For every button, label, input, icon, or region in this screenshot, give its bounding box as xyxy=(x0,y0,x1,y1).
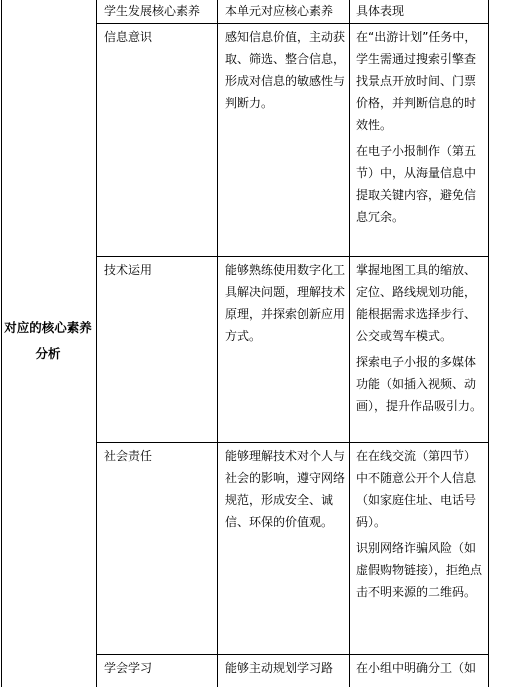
performance-paragraph: 在小组中明确分工（如 xyxy=(356,661,477,675)
performance-cell xyxy=(356,259,484,417)
literacy-name: 技术运用 xyxy=(104,263,153,277)
column-header-student-literacy: 学生发展核心素养 xyxy=(104,4,201,18)
column-divider-2 xyxy=(217,0,218,687)
literacy-name: 学会学习 xyxy=(104,661,153,675)
column-header-unit-literacy: 本单元对应核心素养 xyxy=(225,4,334,18)
literacy-name: 社会责任 xyxy=(104,449,153,463)
performance-paragraph: 在电子小报制作（第五节）中，从海量信息中提取关键内容，避免信息冗余。 xyxy=(356,144,477,224)
row-divider-2 xyxy=(96,442,489,443)
unit-literacy-text: 感知信息价值，主动获取、筛选、整合信息，形成对信息的敏感性与判断力。 xyxy=(225,30,346,110)
row-header-core-literacy-analysis: 对应的核心素养分析 xyxy=(4,320,92,361)
header-row-divider xyxy=(96,23,489,24)
performance-paragraph: 探索电子小报的多媒体功能（如插入视频、动画），提升作品吸引力。 xyxy=(356,355,483,413)
performance-paragraph: 掌握地图工具的缩放、定位、路线规划功能，能根据需求选择步行、公交或驾车模式。 xyxy=(356,263,477,343)
literacy-name: 信息意识 xyxy=(104,30,153,44)
performance-cell xyxy=(356,657,484,679)
performance-paragraph: 在“出游计划”任务中，学生需通过搜索引擎查找景点开放时间、门票价格，并判断信息的时效性。 xyxy=(356,30,477,132)
row-divider-1 xyxy=(96,256,489,257)
column-divider-1 xyxy=(96,0,97,687)
performance-cell xyxy=(356,26,484,228)
performance-paragraph: 在在线交流（第四节）中不随意公开个人信息（如家庭住址、电话号码）。 xyxy=(356,449,477,529)
performance-cell xyxy=(356,445,484,603)
unit-literacy-text: 能够熟练使用数字化工具解决问题，理解技术原理，并探索创新应用方式。 xyxy=(225,263,346,343)
column-header-performance: 具体表现 xyxy=(356,4,405,18)
performance-paragraph: 识别网络诈骗风险（如虚假购物链接），拒绝点击不明来源的二维码。 xyxy=(356,541,483,599)
unit-literacy-text: 能够理解技术对个人与社会的影响，遵守网络规范，形成安全、诚信、环保的价值观。 xyxy=(225,449,346,529)
unit-literacy-text: 能够主动规划学习路 xyxy=(225,661,334,675)
column-divider-3 xyxy=(349,0,350,687)
row-divider-3 xyxy=(96,654,489,655)
table-border-right xyxy=(488,0,489,687)
